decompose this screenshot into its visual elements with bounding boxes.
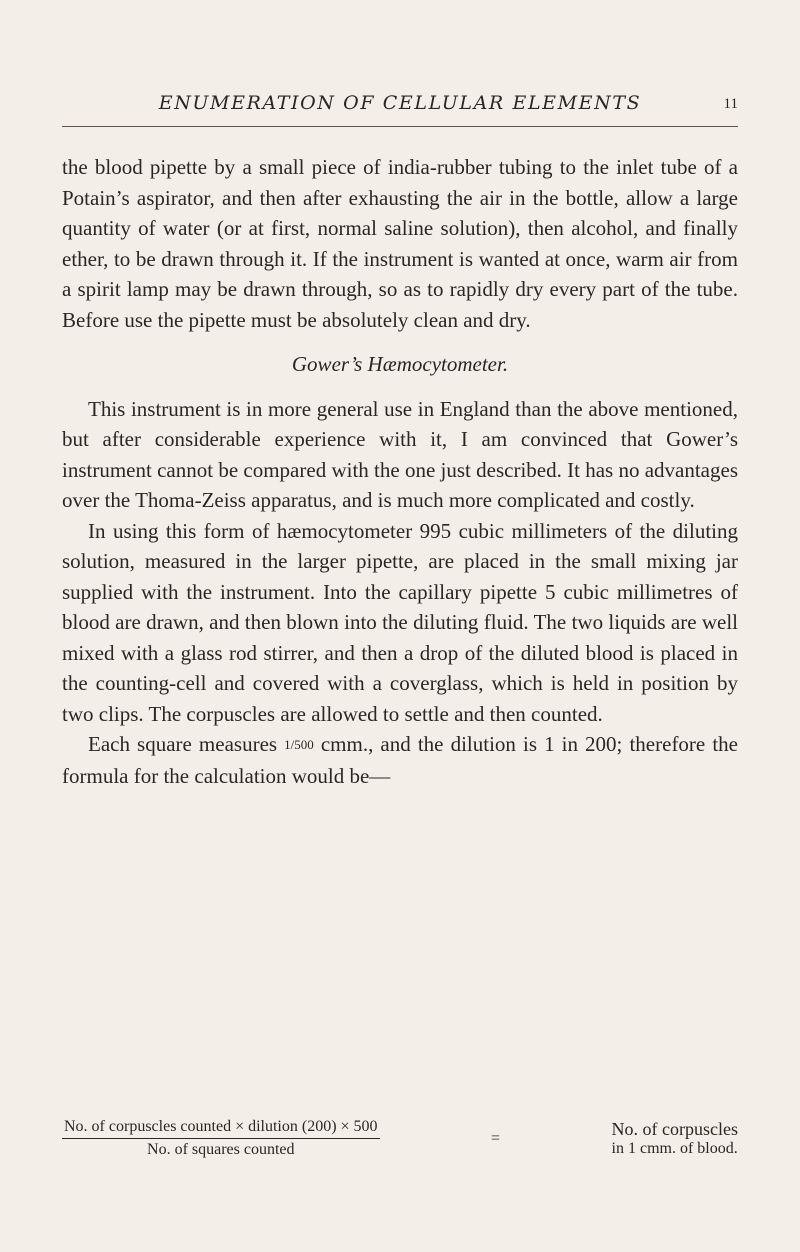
section-title: Gower’s Hæmocytometer. [291, 352, 509, 376]
running-title: ENUMERATION OF CELLULAR ELEMENTS [158, 92, 642, 114]
formula-denominator: No. of squares counted [147, 1141, 295, 1158]
paragraph-pipette-cleaning: the blood pipette by a small piece of india-rubber tubing to the inlet tube of a Potain’s aspirator, and then after exhausting the air in the bottle, allow a large quantity of water (or at first, normal saline solution), then alcohol, and finally ether, to be drawn through it. If the instrument is wanted at once, warm air from a spirit lamp may be drawn through, so as to rapidly dry every part of the tube. Before use the pipette must be absolutely clean and dry. [62, 155, 738, 332]
formula-intro-start: Each square measures [88, 732, 285, 756]
page-number: 11 [723, 96, 738, 112]
formula-result-line1: No. of corpuscles [611, 1118, 738, 1139]
formula-fraction [62, 1118, 380, 1159]
paragraph-formula-intro [62, 729, 738, 791]
formula-numerator: No. of corpuscles counted × dilution (200) × 500 [62, 1118, 380, 1139]
square-size-fraction: 1/500 [284, 737, 314, 752]
paragraph-gowers-instrument: This instrument is in more general use in England than the above mentioned, but after considerable experience with it, I am convinced that Gower’s instrument cannot be compared with the one just described. It has no advantages over the Thoma-Zeiss apparatus, and is much more complicated and costly. [62, 396, 738, 512]
formula-intro-end: cmm., and the dilution is 1 in 200; therefore the formula for the calculation would be— [62, 732, 738, 788]
calculation-formula [62, 1118, 738, 1159]
header-rule [62, 126, 738, 127]
formula-result [612, 1119, 738, 1159]
formula-result-line2: in 1 cmm. of blood. [611, 1139, 738, 1157]
paragraph-procedure: In using this form of hæmocytometer 995 cubic millimeters of the diluting solution, measured in the larger pipette, are placed in the small mixing jar supplied with the instrument. Into the capillary pipette 5 cubic millimetres of blood are drawn, and then blown into the diluting fluid. The two liquids are well mixed with a glass rod stirrer, and then a drop of the diluted blood is placed in the counting-cell and covered with a coverglass, which is held in position by two clips. The corpuscles are allowed to settle and then counted. [62, 518, 738, 726]
formula-equals: = [491, 1129, 501, 1147]
body-text [62, 152, 738, 791]
